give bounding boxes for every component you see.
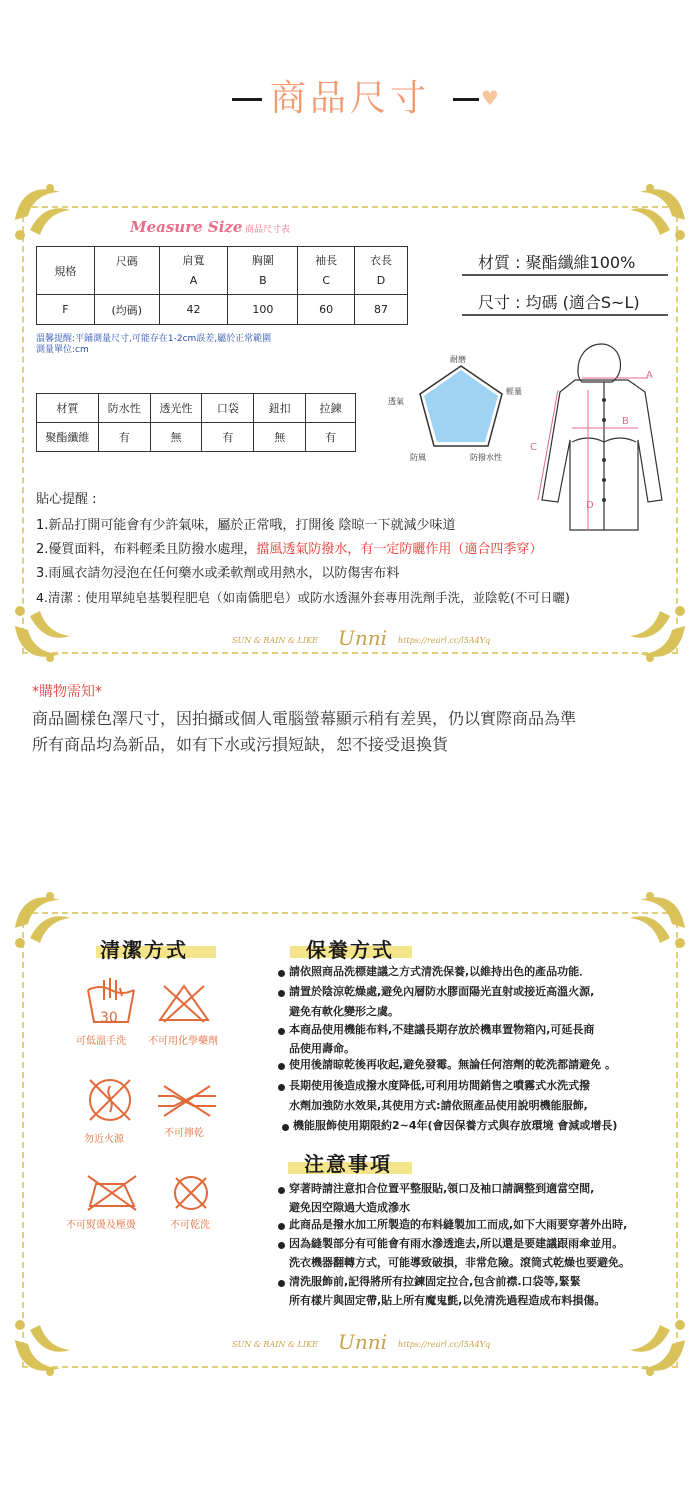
header-letter: B [259,273,267,287]
maintenance-item [289,964,590,979]
material-header: 防水性 [98,394,150,423]
pentagon-label-right: 輕量 [506,387,522,396]
bullet-icon [278,1280,285,1287]
size-header-shoulder [159,247,228,295]
measure-title-zh: 商品尺寸表 [245,225,291,235]
material-cell: 有 [202,423,254,452]
measure-c [538,390,558,500]
purchase-line: 商品圖樣色澤尺寸，因拍攝或個人電腦螢幕顯示稍有差異，仍以實際商品為準 [32,709,577,728]
pentagon-label-bottom-right: 防撥水性 [470,453,502,462]
material-cell: 有 [98,423,150,452]
care-label-hand-wash: 可低溫手洗 [76,1036,126,1047]
title-line-right [453,98,479,101]
material-cell: 聚酯纖維 [37,423,99,452]
header-label: 胸圍 [251,253,274,267]
size-cell: 60 [298,295,355,325]
line: 請依照商品洗標建議之方式清洗保養,以維持出色的產品功能． [289,965,591,978]
care-label-no-fire: 勿近火源 [84,1134,124,1145]
table-row [37,295,408,325]
line: 長期使用後造成撥水度降低,可利用坊間銷售之噴霧式水洗式撥 [289,1079,591,1092]
ornament-bottom-left-icon [10,1310,80,1380]
pentagon-fill [424,370,498,442]
material-cell: 無 [150,423,202,452]
header-label: 袖長 [315,253,338,267]
bullet-icon [278,1084,285,1091]
cleaning-title: 清潔方式 [100,938,188,962]
maintenance-item [293,1118,617,1133]
notice-item [289,1274,605,1308]
size-header-spec: 規格 [37,247,95,295]
notice-title: 注意事項 [304,1152,392,1176]
pentagon-label-top: 耐磨 [450,355,466,364]
hood [578,344,621,382]
pentagon-label-bottom-left: 防風 [410,453,426,462]
size-header-code: 尺碼 [94,247,159,295]
garment-label-a: A [646,370,653,381]
coat-body [542,380,662,530]
size-cell: 87 [355,295,408,325]
table-row [37,423,356,452]
ornament-bottom-right-icon [620,1310,690,1380]
tip-4: 4.清潔 : 使用單純皂基製程肥皂（如南僑肥皂）或防水透濕外套專用洗劑手洗，並陰乾(不可日曬) [36,590,570,605]
size-header-length [355,247,408,295]
material-header: 透光性 [150,394,202,423]
material-cell: 有 [306,423,356,452]
line: 穿著時請注意扣合位置平整服貼,領口及袖口請調整到適當空間, [289,1182,595,1195]
bullet-icon [278,1223,285,1230]
no-bleach-icon [158,982,210,1024]
brand-logo: Unni [338,1330,388,1354]
material-header: 口袋 [202,394,254,423]
maintenance-item [289,1057,616,1072]
size-cell: (均碼) [94,295,159,325]
line: 此商品是撥水加工所製造的布料縫製加工而成,如下大雨要穿著外出時, [289,1218,628,1231]
maintenance-title: 保養方式 [306,938,394,962]
notice-item [289,1217,627,1232]
line: 機能服飾使用期限約2~4年(會因保養方式與存放環境 會減或增長) [293,1119,618,1132]
tip-2-text: 2.優質面料，布料輕柔且防撥水處理， [36,542,257,557]
purchase-title: *購物需知* [32,684,102,700]
material-header: 鈕扣 [254,394,306,423]
brand-logo: Unni [338,626,388,650]
line: 本商品使用機能布料,不建議長期存放於機車置物箱內,可延長商 [289,1023,595,1036]
garment-label-c: C [530,442,537,453]
garment-label-b: B [622,416,629,427]
header-letter: A [189,273,198,287]
size-table [36,246,408,325]
line: 避免有軟化變形之虞。 [289,1005,399,1018]
tip-2-highlight: 擋風透氣防撥水，有一定防曬作用（適合四季穿） [256,542,543,557]
bullet-icon [282,1124,289,1131]
ornament-top-right-icon [620,888,690,958]
no-wring-icon [154,1082,220,1120]
maintenance-item [289,1078,590,1113]
no-iron-icon [84,1172,140,1212]
header-label: 肩寬 [182,253,205,267]
line: 因為縫製部分有可能會有雨水滲透進去,所以還是要建議跟雨傘並用。 [289,1237,624,1250]
line: 洗衣機器翻轉方式，可能導致破損，非常危險。滾筒式乾燥也要避免。 [289,1256,630,1269]
ornament-top-right-icon [620,180,690,250]
wash-temp: 30 [100,1010,118,1026]
line: 請置於陰涼乾燥處,避免內層防水膠面陽光直射或接近高溫火源, [289,985,595,998]
material-cell: 無 [254,423,306,452]
info-divider [462,314,668,316]
care-label-no-iron: 不可熨燙及壓燙 [66,1220,136,1231]
bullet-icon [278,1028,285,1035]
size-cell: F [37,295,95,325]
ornament-bottom-left-icon [10,596,80,666]
tip-3: 3.雨風衣請勿浸泡在任何藥水或柔軟劑或用熱水，以防傷害布料 [36,566,400,581]
no-iron-near-fire-icon [82,1072,138,1126]
bullet-icon [278,1187,285,1194]
bullet-icon [278,1063,285,1070]
line: 清洗服飾前,記得將所有拉鍊固定拉合,包含前襟.口袋等,緊緊 [289,1275,581,1288]
no-dry-clean-icon [170,1172,212,1214]
tip-1: 1.新品打開可能會有少許氣味，屬於正常哦，打開後 陰晾一下就減少味道 [36,518,456,533]
line: 使用後請晾乾後再收起,避免發霉。無論任何溶劑的乾洗都請避免 。 [289,1058,617,1071]
measure-title-en: Measure Size [130,218,243,236]
size-cell: 100 [228,295,298,325]
material-table [36,393,356,452]
signature-url: https://reurl.cc/l5A4Yq [398,1340,491,1349]
notice-item [289,1236,630,1270]
care-label-no-bleach: 不可用化學藥劑 [148,1036,218,1047]
bullet-icon [278,990,285,997]
ornament-top-left-icon [10,180,80,250]
material-header: 拉鍊 [306,394,356,423]
ornament-top-left-icon [10,888,80,958]
signature-left: SUN & RAIN & LIKE [232,1340,318,1349]
note-line: 溫馨提醒:平鋪測量尺寸,可能存在1-2cm誤差,屬於正常範圍 [36,334,272,344]
feature-pentagon [386,350,536,470]
signature-url: https://reurl.cc/l5A4Yq [398,636,491,645]
tip-2 [36,542,542,558]
bullet-icon [278,1242,285,1249]
raincoat-diagram [520,330,670,540]
info-divider [462,274,668,276]
table-row [37,394,356,423]
measure-note [36,334,271,356]
line: 避免因空隙過大造成滲水 [289,1201,410,1214]
header-label: 衣長 [370,253,393,267]
garment-label-d: D [586,500,594,511]
maintenance-item [289,1022,594,1056]
signature-left: SUN & RAIN & LIKE [232,636,318,645]
tips-title: 貼心提醒 : [36,492,97,507]
line: 品使用壽命。 [289,1042,355,1055]
material-info: 材質 : 聚酯纖維100% [478,253,636,272]
pentagon-label-left: 透氣 [388,397,404,406]
maintenance-item [289,984,594,1019]
header-letter: D [376,273,386,287]
purchase-line: 所有商品均為新品，如有下水或污損短缺，恕不接受退換貨 [32,735,449,754]
size-header-chest [228,247,298,295]
material-header: 材質 [37,394,99,423]
note-line: 測量單位:cm [36,345,89,355]
size-header-sleeve [298,247,355,295]
care-label-no-wring: 不可擰乾 [164,1128,204,1139]
line: 所有樣片與固定帶,貼上所有魔鬼氈,以免清洗過程造成布料損傷。 [289,1294,606,1307]
care-label-no-dry-clean: 不可乾洗 [170,1220,210,1231]
bullet-icon [278,970,285,977]
notice-item [289,1181,594,1215]
size-cell: 42 [159,295,228,325]
line: 水劑加強防水效果,其使用方式:請依照產品使用說明機能服飾, [289,1099,588,1112]
ornament-bottom-right-icon [620,596,690,666]
header-letter: C [322,273,331,287]
page-title: 商品尺寸 [269,78,430,119]
heart-icon: ♥ [481,86,499,110]
size-info: 尺寸 : 均碼 (適合S~L) [478,293,640,312]
